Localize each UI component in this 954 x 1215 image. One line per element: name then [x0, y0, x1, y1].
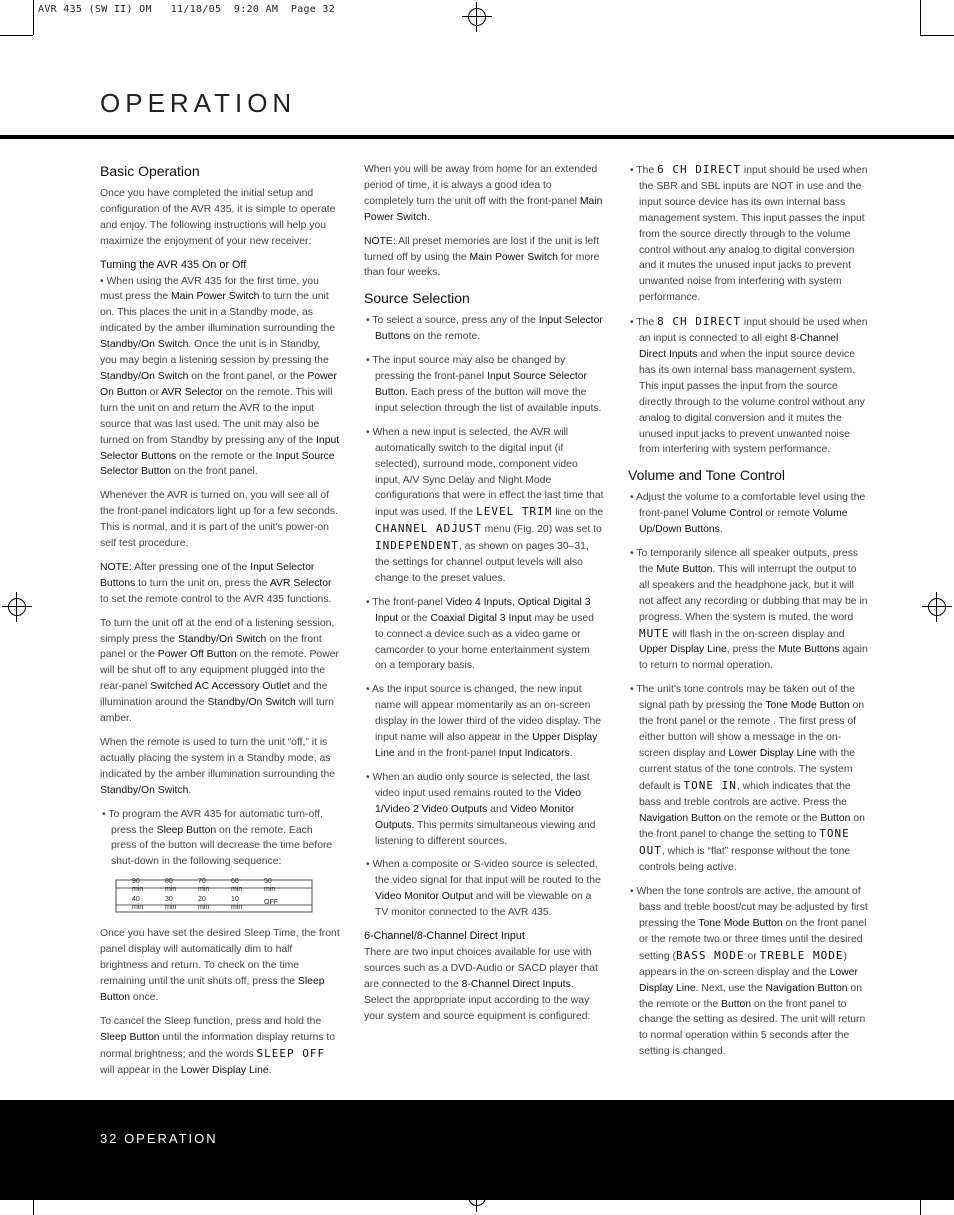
paragraph-sleep-program: • To program the AVR 435 for automatic turn-off, press the Sleep Button on the remote. Each press of the button will decrease the time before shut-down in the following sequence: — [102, 808, 333, 868]
sleep-sequence-diagram — [112, 878, 322, 918]
registration-mark-right — [922, 592, 952, 622]
bullet-mute: • To temporarily silence all speaker outputs, press the Mute Button. This will interrupt the output to all speakers and the headphone jack, but it will not affect any recording or dubbing that may be in progress. When the system is muted, the word MUTE will flash in the on-screen display and Upper Display Line, press the Mute Buttons again to return to normal operation. — [630, 548, 868, 672]
paragraph-direct-input: There are two input choices available for use with sources such as a DVD-Audio or SACD player that are connected to the 8-Channel Direct Inputs. Select the appropriate input according to the way your system and source equipment is configured: — [364, 946, 598, 1022]
bullet-input-name: • As the input source is changed, the new input name will appear momentarily as an on-screen display in the lower third of the video display. The input name will also appear in the Upper Display Line and in the front-panel Input Indicators. — [366, 684, 602, 759]
bullet-tone-adjust: • When the tone controls are active, the amount of bass and treble boost/cut may be adjusted by first pressing the Tone Mode Button on the front panel or the remote two or three times until the desired setting (BASS MODE or TREBLE MODE) appears in the on-screen display and the Lower Display Line. Next, use the Navigation Button on the remote or the Button on the front panel to change the setting as desired. The unit will return to normal operation within 5 seconds after the setting is changed. — [630, 886, 868, 1058]
paragraph-self-test: Whenever the AVR is turned on, you will see all of the front-panel indicators light up for a few seconds. This is normal, and it is part of the unit's power-on self test procedure. — [100, 490, 338, 550]
sleep-90: 90 min — [132, 878, 144, 894]
note-presets: NOTE: All preset memories are lost if the unit is left turned off by using the Main Power Switch for more than four weeks. — [364, 235, 600, 279]
paragraph-power-on: • When using the AVR 435 for the first time, you must press the Main Power Switch to turn the unit on. This places the unit in a Standby mode, as indicated by the amber illumination surrounding the Standby/On Switch. Once the unit is in Standby, you may begin a listening session by pressing the Standby/On Switch on the front panel, or the Power On Button or AVR Selector on the remote. This will turn the unit on and return the AVR to the input source that was last used. The unit may also be turned on from Standby by pressing any of the Input Selector Buttons on the remote or the Input Source Selector Button on the front panel. — [100, 275, 340, 478]
column-3 — [628, 162, 868, 1068]
paragraph-intro: Once you have completed the initial setup and configuration of the AVR 435, it is simple to operate and enjoy. The following instructions will help you maximize the enjoyment of your new receiver: — [100, 188, 336, 247]
title-rule — [0, 135, 954, 139]
paragraph-sleep-dim: Once you have set the desired Sleep Time, the front panel display will automatically dim to half brightness and return. To check on the time remaining until the unit shuts off, press the Sleep Button once. — [100, 928, 340, 1003]
sleep-60: 60 min — [231, 878, 243, 894]
registration-mark-left — [2, 592, 32, 622]
sleep-30: 30 min — [165, 896, 177, 912]
crop-mark — [0, 35, 33, 36]
sleep-80: 80 min — [165, 878, 177, 894]
section-heading-basic-operation: Basic Operation — [100, 163, 200, 179]
paragraph-power-off: To turn the unit off at the end of a listening session, simply press the Standby/On Switch on the front panel or the Power Off Button on the remote. Power will be shut off to any equipment plugged into the rear-panel Switched AC Accessory Outlet and the illumination around the Standby/On Switch will turn amber. — [100, 617, 339, 725]
sleep-50: 50 min — [264, 878, 276, 894]
sleep-40: 40 min — [132, 896, 144, 912]
bullet-tone-mode: • The unit's tone controls may be taken out of the signal path by pressing the Tone Mode Button on the front panel or the remote . The first press of either button will show a message in the on-screen display and Lower Display Line with the current status of the tone controls. The system default is TONE IN, which indicates that the bass and treble controls are active. Press the Navigation Button on the remote or the Button on the front panel to change the setting to TONE OUT, which is “flat” response without the tone controls being active. — [630, 684, 865, 874]
page-folio: 32 OPERATION — [100, 1131, 218, 1146]
bullet-8ch-direct: • The 8 CH DIRECT input should be used when an input is connected to all eight 8-Channel Direct Inputs and when the input source device has its own internal bass management system. This input passes the input from the source directly through to the volume control without any analog to digital conversion and it mutes the unused input jacks to prevent unwanted noise from interfering with system performance. — [630, 315, 868, 456]
registration-mark-top — [462, 2, 492, 32]
bullet-volume: • Adjust the volume to a comfortable level using the front-panel Volume Control or remote Volume Up/Down Buttons. — [630, 492, 866, 536]
sleep-sequence-arrows — [112, 878, 322, 918]
sleep-70: 70 min — [198, 878, 210, 894]
crop-mark — [920, 35, 954, 36]
bullet-composite-video: • When a composite or S-video source is selected, the video signal for that input will be routed to the Video Monitor Output and will be viewable on a TV monitor connected to the AVR 435. — [366, 859, 601, 919]
bullet-6ch-direct: • The 6 CH DIRECT input should be used when the SBR and SBL inputs are NOT in use and the input source device has its own internal bass management system. This input passes the input from the source directly through to the volume control without any analog to digital conversion and it mutes the unused input jacks to prevent unwanted noise from interfering with system performance. — [630, 163, 868, 304]
footer-band — [0, 1100, 954, 1200]
page-title: OPERATION — [100, 88, 297, 118]
column-2 — [364, 162, 604, 1033]
sleep-10: 10 min — [231, 896, 243, 912]
subheading-turning-on-off: Turning the AVR 435 On or Off — [100, 258, 247, 271]
crop-mark — [920, 0, 921, 35]
crop-mark — [33, 0, 34, 35]
paragraph-away: When you will be away from home for an extended period of time, it is always a good idea to completely turn the unit off with the front-panel Main Power Switch. — [364, 164, 603, 223]
column-1 — [100, 162, 340, 1086]
sleep-off: OFF — [264, 899, 278, 907]
bullet-new-input: • When a new input is selected, the AVR will automatically switch to the digital input (if selected), surround mode, component video input, A/V Sync Delay and Night Mode configurations that were in effect the last time that input was used. If the LEVEL TRIM line on the CHANNEL ADJUST menu (Fig. 20) was set to INDEPENDENT, as shown on pages 30–31, the settings for channel output levels will also change to the preset values. — [366, 426, 604, 584]
bullet-front-inputs: • The front-panel Video 4 Inputs, Optical Digital 3 Input or the Coaxial Digital 3 Input may be used to connect a device such as a video game or camcorder to your home entertainment system on a temporary basis. — [366, 596, 594, 672]
subheading-direct-input: 6-Channel/8-Channel Direct Input — [364, 930, 525, 943]
note-input-selector: NOTE: After pressing one of the Input Selector Buttons to turn the unit on, press the AVR Selector to set the remote control to the AVR 435 functions. — [100, 561, 332, 605]
print-slug: AVR 435 (SW II) OM 11/18/05 9:20 AM Page 32 — [38, 4, 336, 15]
section-heading-volume-tone: Volume and Tone Control — [628, 467, 785, 484]
bullet-front-panel-select: • The input source may also be changed by pressing the front-panel Input Source Selector Button. Each press of the button will move the input selection through the list of available inputs. — [366, 355, 602, 414]
bullet-select-source: • To select a source, press any of the Input Selector Buttons on the remote. — [366, 315, 603, 343]
bullet-audio-only: • When an audio only source is selected, the last video input used remains routed to the Video 1/Video 2 Video Outputs and Video Monitor Outputs. This permits simultaneous viewing and listening to different sources. — [366, 771, 596, 847]
section-heading-source-selection: Source Selection — [364, 290, 470, 307]
paragraph-sleep-cancel: To cancel the Sleep function, press and hold the Sleep Button until the information display returns to normal brightness; and the words SLEEP OFF will appear in the Lower Display Line. — [100, 1015, 336, 1076]
sleep-20: 20 min — [198, 896, 210, 912]
paragraph-standby: When the remote is used to turn the unit “off,” it is actually placing the system in a Standby mode, as indicated by the amber illumination surrounding the Standby/On Switch. — [100, 737, 336, 796]
